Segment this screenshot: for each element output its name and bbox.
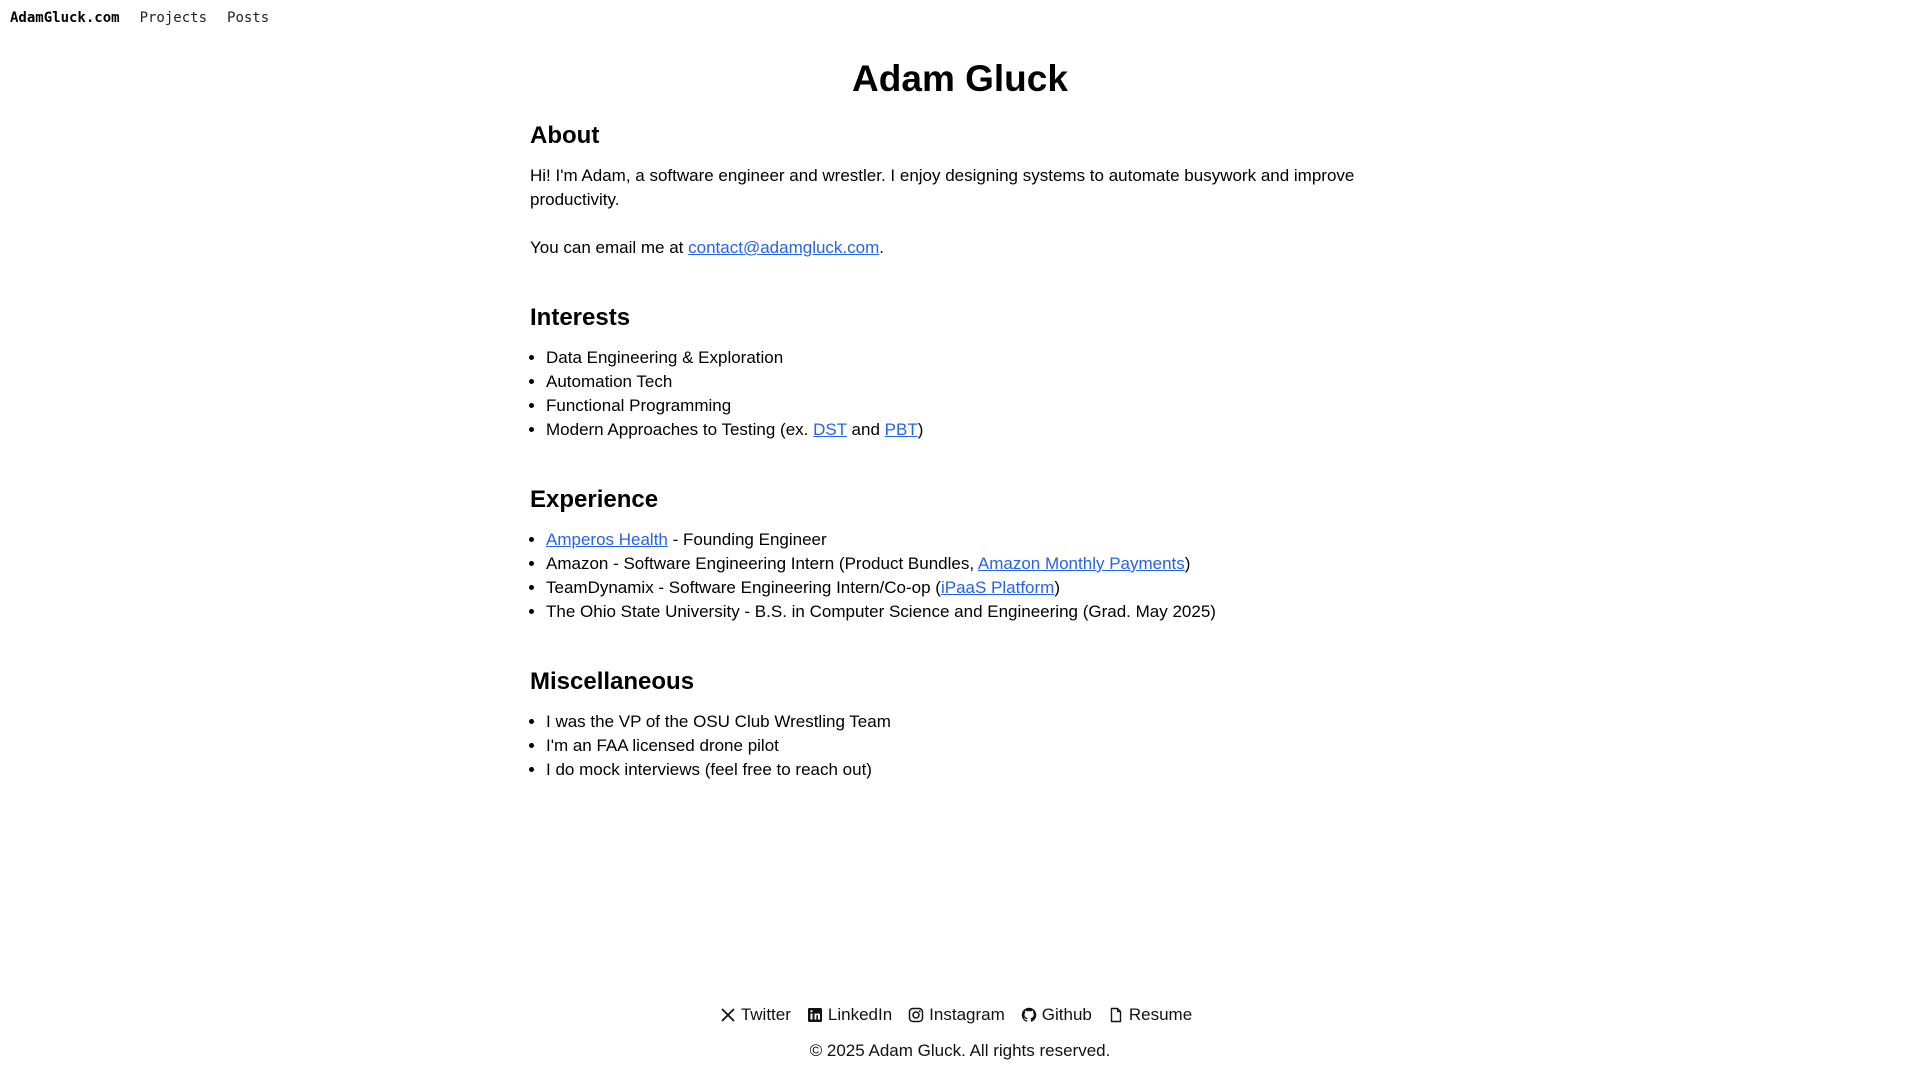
file-icon	[1108, 1007, 1124, 1023]
amazon-prefix: Amazon - Software Engineering Intern (Product Bundles,	[546, 554, 978, 573]
email-paragraph	[530, 236, 1390, 260]
interests-heading: Interests	[530, 304, 631, 331]
github-link[interactable]	[1021, 1005, 1092, 1025]
dst-link[interactable]: DST	[813, 420, 847, 439]
page-title: Adam Gluck	[852, 58, 1068, 99]
amperos-role: - Founding Engineer	[667, 530, 827, 549]
testing-suffix: )	[917, 420, 924, 439]
list-item: • I was the VP of the OSU Club Wrestling Team	[546, 710, 1390, 734]
testing-prefix: Modern Approaches to Testing (ex.	[546, 420, 814, 439]
teamdynamix-prefix: TeamDynamix - Software Engineering Intern/Co-op (	[546, 578, 941, 597]
instagram-icon	[908, 1007, 924, 1023]
resume-link[interactable]	[1108, 1005, 1192, 1025]
list-item: • The Ohio State University - B.S. in Computer Science and Engineering (Grad. May 2025)	[546, 600, 1390, 624]
amazon-monthly-payments-link[interactable]: Amazon Monthly Payments	[977, 554, 1185, 573]
list-item	[546, 576, 1390, 600]
list-item: • Functional Programming	[546, 394, 1390, 418]
list-item: • I do mock interviews (feel free to reach out)	[546, 758, 1390, 782]
teamdynamix-suffix: )	[1054, 578, 1061, 597]
nav-posts-link[interactable]: Posts	[227, 10, 270, 26]
list-item: • Automation Tech	[546, 370, 1390, 394]
list-item	[546, 552, 1390, 576]
interests-section	[530, 304, 1390, 442]
list-item: • I'm an FAA licensed drone pilot	[546, 734, 1390, 758]
about-heading: About	[530, 122, 600, 149]
about-paragraph: Hi! I'm Adam, a software engineer and wrestler. I enjoy designing systems to automate busywork and improve productivity.	[530, 166, 1355, 209]
linkedin-link[interactable]	[807, 1005, 892, 1025]
misc-section	[530, 668, 1390, 782]
linkedin-label: LinkedIn	[827, 1005, 893, 1024]
about-section	[530, 122, 1390, 260]
brand-link[interactable]: AdamGluck.com	[10, 10, 120, 26]
twitter-link[interactable]	[720, 1005, 791, 1025]
email-prefix: You can email me at	[530, 238, 689, 257]
email-link[interactable]: contact@adamgluck.com	[688, 238, 880, 257]
misc-heading: Miscellaneous	[530, 668, 695, 695]
footer	[0, 1005, 1920, 1061]
main-content	[530, 50, 1390, 826]
copyright: © 2025 Adam Gluck. All rights reserved.	[809, 1041, 1111, 1060]
top-nav	[10, 10, 269, 26]
list-item	[546, 528, 1390, 552]
experience-section	[530, 486, 1390, 624]
linkedin-icon	[807, 1007, 823, 1023]
x-icon	[720, 1007, 736, 1023]
email-suffix: .	[879, 238, 884, 257]
misc-list	[530, 710, 1390, 782]
twitter-label: Twitter	[740, 1005, 791, 1024]
experience-list	[530, 528, 1390, 624]
experience-heading: Experience	[530, 486, 659, 513]
pbt-link[interactable]: PBT	[884, 420, 918, 439]
interests-list	[530, 346, 1390, 442]
ipaas-platform-link[interactable]: iPaaS Platform	[940, 578, 1055, 597]
amperos-link[interactable]: Amperos Health	[546, 530, 668, 549]
instagram-link[interactable]	[908, 1005, 1005, 1025]
testing-middle: and	[846, 420, 885, 439]
instagram-label: Instagram	[929, 1005, 1005, 1024]
resume-label: Resume	[1128, 1005, 1193, 1024]
github-label: Github	[1041, 1005, 1092, 1024]
amazon-suffix: )	[1184, 554, 1191, 573]
list-item: • Data Engineering & Exploration	[546, 346, 1390, 370]
social-links	[0, 1005, 1920, 1025]
nav-projects-link[interactable]: Projects	[139, 10, 208, 26]
list-item	[546, 418, 1390, 442]
github-icon	[1021, 1007, 1037, 1023]
